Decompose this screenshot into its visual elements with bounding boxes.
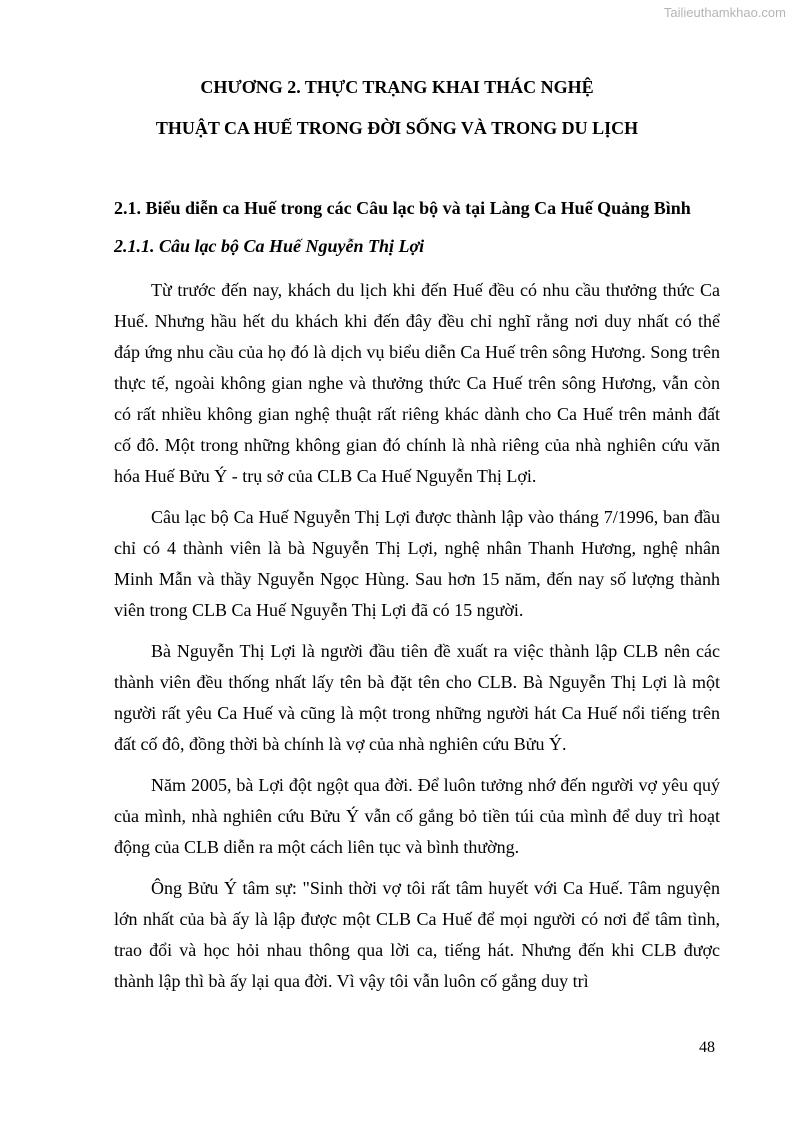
body-text xyxy=(114,275,720,1007)
watermark-text: Tailieuthamkhao.com xyxy=(663,5,786,20)
paragraph: Câu lạc bộ Ca Huế Nguyễn Thị Lợi được thành lập vào tháng 7/1996, ban đầu chỉ có 4 thành viên là bà Nguyễn Thị Lợi, nghệ nhân Thanh Hương, nghệ nhân Minh Mẫn và thầy Nguyễn Ngọc Hùng. Sau hơn 15 năm, đến nay số lượng thành viên trong CLB Ca Huế Nguyễn Thị Lợi đã có 15 người. xyxy=(114,507,720,620)
chapter-title-line-1: CHƯƠNG 2. THỰC TRẠNG KHAI THÁC NGHỆ xyxy=(200,77,594,97)
page-number: 48 xyxy=(699,1039,715,1056)
section-heading: 2.1. Biểu diễn ca Huế trong các Câu lạc bộ và tại Làng Ca Huế Quảng Bình xyxy=(114,198,691,218)
paragraph: Ông Bửu Ý tâm sự: "Sinh thời vợ tôi rất tâm huyết với Ca Huế. Tâm nguyện lớn nhất của bà ấy là lập được một CLB Ca Huế để mọi người có nơi để tâm tình, trao đổi và học hỏi nhau thông qua lời ca, tiếng hát. Nhưng đến khi CLB được thành lập thì bà ấy lại qua đời. Vì vậy tôi vẫn luôn cố gắng duy trì xyxy=(114,878,720,991)
paragraph: Năm 2005, bà Lợi đột ngột qua đời. Để luôn tưởng nhớ đến người vợ yêu quý của mình, nhà nghiên cứu Bửu Ý vẫn cố gắng bỏ tiền túi của mình để duy trì hoạt động của CLB diễn ra một cách liên tục và bình thường. xyxy=(114,775,720,857)
chapter-title-line-2: THUẬT CA HUẾ TRONG ĐỜI SỐNG VÀ TRONG DU LỊCH xyxy=(155,118,639,138)
paragraph: Từ trước đến nay, khách du lịch khi đến Huế đều có nhu cầu thưởng thức Ca Huế. Nhưng hầu hết du khách khi đến đây đều chỉ nghĩ rằng nơi duy nhất có thể đáp ứng nhu cầu của họ đó là dịch vụ biểu diễn Ca Huế trên sông Hương. Song trên thực tế, ngoài không gian nghe và thưởng thức Ca Huế trên sông Hương, vẫn còn có rất nhiều không gian nghệ thuật rất riêng khác dành cho Ca Huế trên mảnh đất cố đô. Một trong những không gian đó chính là nhà riêng của nhà nghiên cứu văn hóa Huế Bửu Ý - trụ sở của CLB Ca Huế Nguyễn Thị Lợi. xyxy=(114,280,720,486)
paragraph: Bà Nguyễn Thị Lợi là người đầu tiên đề xuất ra việc thành lập CLB nên các thành viên đều thống nhất lấy tên bà đặt tên cho CLB. Bà Nguyễn Thị Lợi là một người rất yêu Ca Huế và cũng là một trong những người hát Ca Huế nổi tiếng trên đất cố đô, đồng thời bà chính là vợ của nhà nghiên cứu Bửu Ý. xyxy=(114,641,720,754)
subsection-heading: 2.1.1. Câu lạc bộ Ca Huế Nguyễn Thị Lợi xyxy=(114,236,425,256)
